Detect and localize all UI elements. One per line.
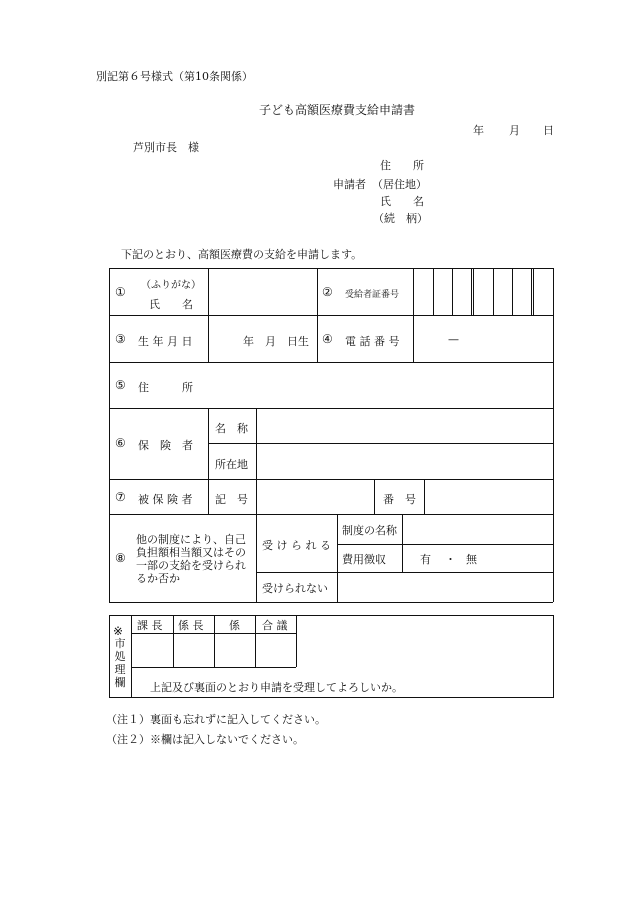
insurer-label: 保 険 者 — [138, 439, 193, 452]
cost-dot: ・ — [445, 553, 456, 566]
row5-number: ⑦ — [115, 490, 126, 504]
insured-label: 被 保 険 者 — [138, 493, 193, 506]
row1-number: ① — [115, 285, 126, 299]
applicant-label: 申請者 — [333, 178, 366, 191]
date-month: 月 — [509, 124, 520, 137]
applicant-address-label: 住 所 — [380, 159, 424, 172]
applicant-residence-label: （居住地） — [372, 178, 427, 191]
note-1: （注１）裏面も忘れずに記入してください。 — [106, 713, 326, 726]
office-column-label: 市 処 理 欄 — [114, 637, 126, 689]
head-staff: 係 — [229, 619, 240, 632]
other-system-question: 他の制度により、自己負担額相当額又はその一部の支給を受けられるか否か — [136, 533, 246, 585]
system-name-label: 制度の名称 — [342, 524, 397, 537]
row1-number2: ② — [322, 285, 333, 299]
birthdate-label: 生 年 月 日 — [138, 335, 193, 348]
cost-no: 無 — [466, 553, 477, 566]
applicant-name-label: 氏 名 — [380, 195, 424, 208]
head-consultation: 合 議 — [262, 619, 288, 632]
date-day: 日 — [543, 124, 554, 137]
row6-number: ⑧ — [115, 551, 126, 565]
can-receive-label: 受 け ら れ る — [262, 539, 331, 552]
head-subsection-chief: 係 長 — [178, 619, 204, 632]
row3-number: ⑤ — [115, 378, 126, 392]
row2-number: ③ — [115, 332, 126, 346]
phone-dash: — — [448, 333, 459, 346]
name-label: 氏 名 — [149, 298, 193, 311]
row2-number2: ④ — [322, 332, 333, 346]
phone-label: 電 話 番 号 — [345, 335, 400, 348]
intro-text: 下記のとおり、高額医療費の支給を申請します。 — [121, 248, 363, 261]
form-title: 子ども高額医療費支給申請書 — [259, 103, 416, 117]
certificate-number-label: 受給者証番号 — [345, 290, 400, 300]
cost-yes: 有 — [420, 553, 431, 566]
note-2: （注２）※欄は記入しないでください。 — [106, 733, 304, 746]
cost-collection-label: 費用徴収 — [342, 553, 386, 566]
head-section-chief: 課 長 — [137, 619, 163, 632]
furigana-label: （ふりがな） — [141, 280, 201, 291]
addressee: 芦別市長 様 — [133, 141, 199, 154]
form-number: 別記第６号様式（第10条関係） — [96, 70, 253, 83]
birthdate-units: 年 月 日生 — [243, 335, 309, 348]
insurer-location-label: 所在地 — [215, 458, 248, 471]
address-label: 住 所 — [138, 381, 193, 394]
number-label: 番 号 — [383, 493, 416, 506]
row4-number: ⑥ — [115, 436, 126, 450]
date-year: 年 — [473, 124, 484, 137]
insurer-name-label: 名 称 — [215, 422, 248, 435]
applicant-relation-label: （続 柄） — [373, 212, 428, 225]
cannot-receive-label: 受けられない — [262, 582, 328, 595]
symbol-label: 記 号 — [215, 493, 248, 506]
office-note: 上記及び裏面のとおり申請を受理してよろしいか。 — [150, 681, 403, 694]
office-mark: ※ — [113, 624, 124, 638]
